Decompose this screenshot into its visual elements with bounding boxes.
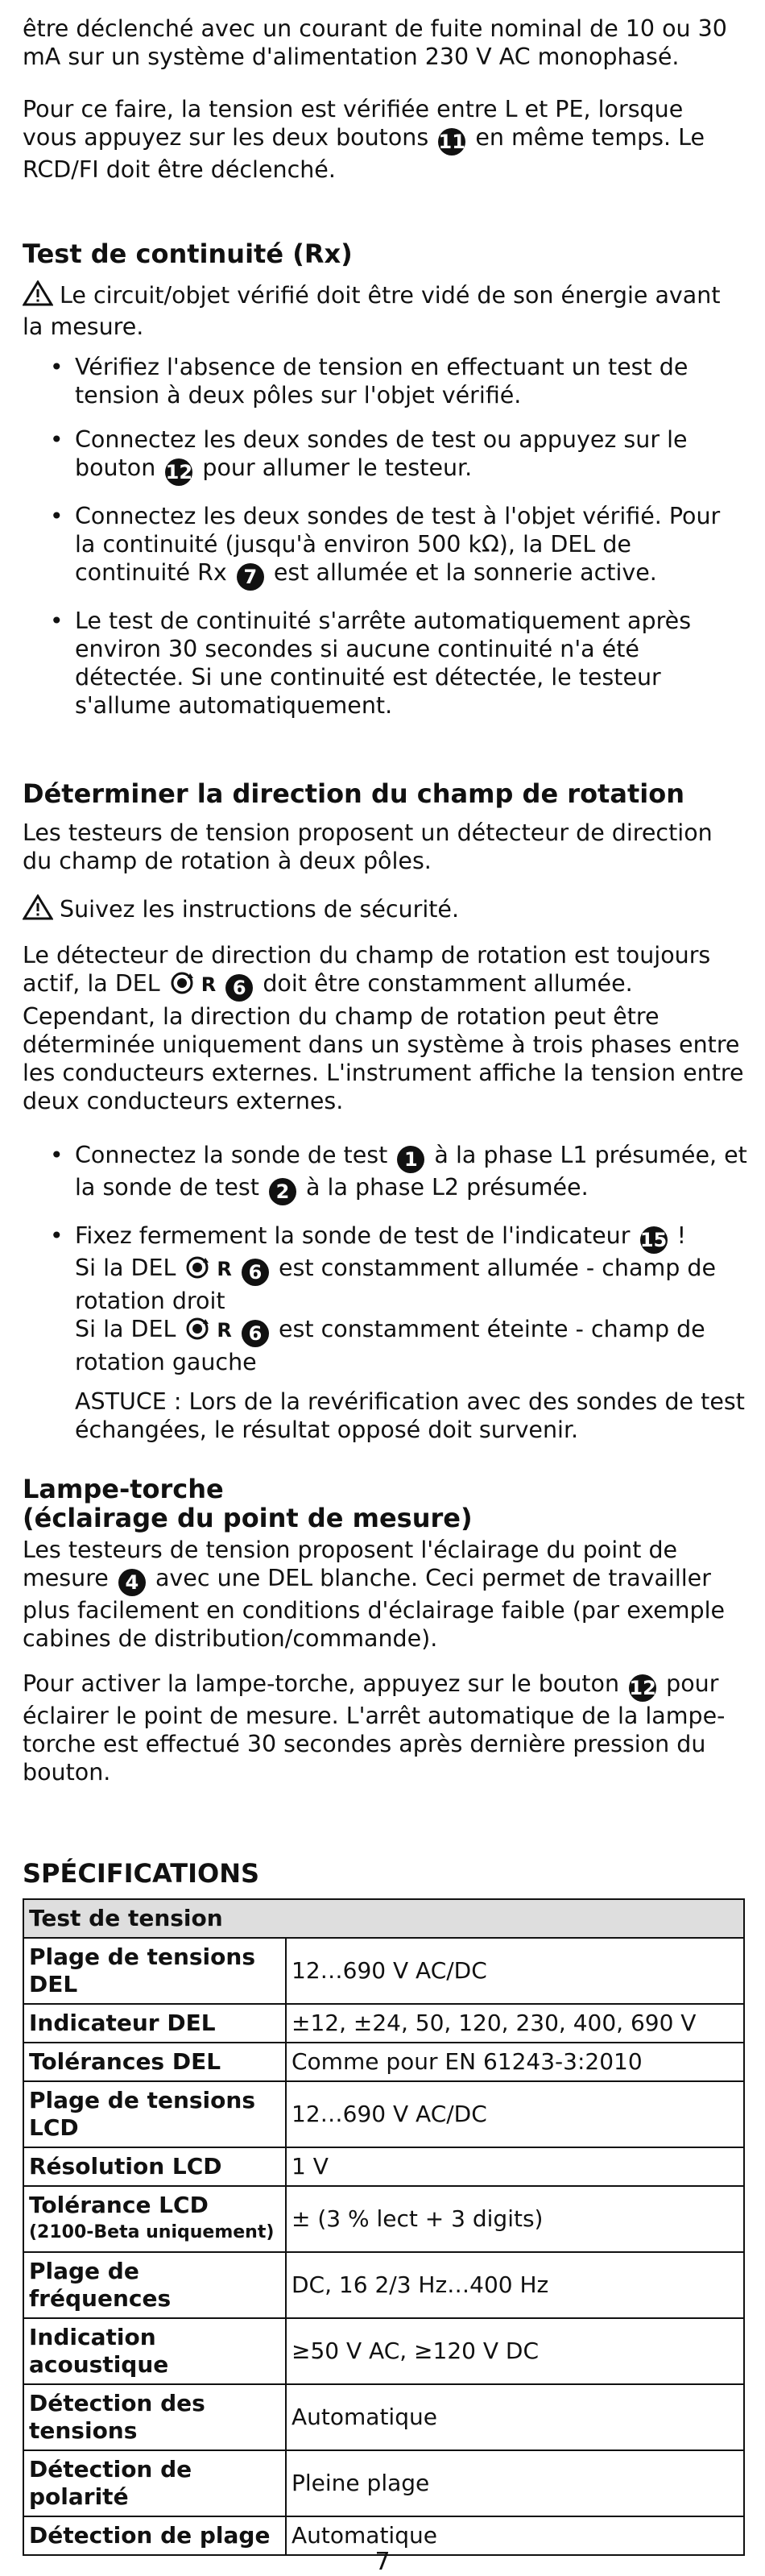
intro-p2-text-a: Pour ce faire, la tension est vérifiée entre L et PE, lorsque vous appuyez sur les deux boutons — [23, 96, 684, 151]
table-row — [23, 2043, 744, 2081]
table-header: Test de tension — [23, 1899, 744, 1938]
spec-value: 12…690 V AC/DC — [286, 2081, 744, 2147]
callout-number: 4 — [118, 1569, 146, 1596]
list-item: • Vérifiez l'absence de tension en effectuant un test de tension à deux pôles sur l'objet vérifié. — [23, 353, 747, 409]
list-item: • Connectez les deux sondes de test à l'objet vérifié. Pour la continuité (jusqu'à environ 500 kΩ), la DEL de continuité Rx 7 est allumée et la sonnerie active. — [23, 502, 747, 591]
callout-number: 11 — [438, 128, 465, 156]
table-row — [23, 2147, 744, 2186]
spec-label: Détection de plage — [23, 2516, 286, 2555]
callout-number: 2 — [269, 1178, 296, 1205]
spec-value: Pleine plage — [286, 2450, 744, 2516]
spec-label: Indication acoustique — [23, 2318, 286, 2384]
spec-value: ± (3 % lect + 3 digits) — [286, 2186, 744, 2252]
torch-paragraph-1: Les testeurs de tension proposent l'éclairage du point de mesure 4 avec une DEL blanche. Ceci permet de travailler plus facilement en conditions d'éclairage faible (par exemple cabines de distribution/commande). — [23, 1537, 726, 1652]
table-row — [23, 1938, 744, 2004]
callout-number: 6 — [242, 1259, 269, 1286]
rotation-description: Le détecteur de direction du champ de rotation est toujours actif, la DEL R 6 doit être constamment allumée. Cependant, la direction du champ de rotation peut être déterminée uniquement dans un système à trois phases entre les conducteurs externes. L'instrument affiche la tension entre deux conducteurs externes. — [23, 942, 744, 1114]
table-row — [23, 2081, 744, 2147]
spec-label: Résolution LCD — [23, 2147, 286, 2186]
spec-label: Tolérance LCD (2100-Beta uniquement) — [23, 2186, 286, 2252]
callout-number: 6 — [242, 1320, 269, 1347]
spec-value: Automatique — [286, 2516, 744, 2555]
spec-label: Plage de fréquences — [23, 2252, 286, 2318]
table-row — [23, 2004, 744, 2043]
intro-paragraph-2 — [23, 95, 739, 184]
warning-triangle-icon — [23, 280, 53, 313]
spec-label: Plage de tensions LCD — [23, 2081, 286, 2147]
table-row — [23, 2252, 744, 2318]
spec-note: (2100-Beta uniquement) — [29, 2222, 275, 2242]
specs-title: SPÉCIFICATIONS — [23, 1858, 260, 1889]
intro-p2-text-b: en même temps. Le RCD/FI doit être déclenché. — [23, 124, 705, 183]
rotation-intro: Les testeurs de tension proposent un détecteur de direction du champ de rotation à deux pôles. — [23, 819, 713, 874]
spec-value: DC, 16 2/3 Hz…400 Hz — [286, 2252, 744, 2318]
tip-text: ASTUCE : Lors de la revérification avec des sondes de test échangées, le résultat opposé doit survenir. — [75, 1388, 745, 1443]
rotation-title: Déterminer la direction du champ de rotation — [23, 778, 684, 809]
spec-label: Détection des tensions — [23, 2384, 286, 2450]
callout-number: 6 — [225, 974, 253, 1002]
torch-title: Lampe-torche (éclairage du point de mesure) — [23, 1474, 473, 1533]
page-number: 7 — [374, 2548, 391, 2576]
spec-label: Plage de tensions DEL — [23, 1938, 286, 2004]
table-row — [23, 2450, 744, 2516]
spec-label: Indicateur DEL — [23, 2004, 286, 2043]
continuity-title: Test de continuité (Rx) — [23, 239, 353, 269]
table-header-row — [23, 1899, 744, 1938]
callout-number: 1 — [397, 1146, 424, 1173]
spec-label: Détection de polarité — [23, 2450, 286, 2516]
intro-paragraph-1: être déclenché avec un courant de fuite nominal de 10 ou 30 mA sur un système d'alimentation 230 V AC monophasé. — [23, 15, 727, 70]
list-item: • Le test de continuité s'arrête automatiquement après environ 30 secondes si aucune continuité n'a été détectée. Si une continuité est détectée, le testeur s'allume automatiquement. — [23, 607, 747, 720]
table-row — [23, 2186, 744, 2252]
continuity-warning: Le circuit/objet vérifié doit être vidé de son énergie avant la mesure. — [23, 282, 721, 340]
list-item: • Connectez les deux sondes de test ou appuyez sur le bouton 12 pour allumer le testeur. — [23, 425, 747, 486]
callout-number: 12 — [165, 458, 192, 486]
list-item: • Fixez fermement la sonde de test de l'indicateur 15 ! Si la DEL R 6 est constamment allumée - champ de rotation droit Si la DEL R 6 est constamment éteinte - champ de rotation gauche ASTUCE : Lors de la revérification avec des sondes de test échangées, le résultat opposé doit survenir. — [23, 1222, 747, 1444]
specs-table — [23, 1898, 745, 2556]
rotation-warning: Suivez les instructions de sécurité. — [23, 894, 731, 927]
warning-triangle-icon — [23, 894, 53, 927]
spec-value: Automatique — [286, 2384, 744, 2450]
table-row — [23, 2318, 744, 2384]
spec-value: Comme pour EN 61243-3:2010 — [286, 2043, 744, 2081]
torch-paragraph-2: Pour activer la lampe-torche, appuyez sur le bouton 12 pour éclairer le point de mesure. L'arrêt automatique de la lampe-torche est effectué 30 secondes après dernière pression du bouton. — [23, 1670, 726, 1786]
continuity-steps — [23, 353, 747, 720]
spec-value: 12…690 V AC/DC — [286, 1938, 744, 2004]
callout-number: 12 — [629, 1674, 656, 1702]
rotation-steps — [23, 1141, 747, 1444]
table-row — [23, 2384, 744, 2450]
spec-value: 1 V — [286, 2147, 744, 2186]
spec-value: ≥50 V AC, ≥120 V DC — [286, 2318, 744, 2384]
callout-number: 7 — [237, 563, 264, 591]
callout-number: 15 — [640, 1226, 668, 1254]
spec-label: Tolérances DEL — [23, 2043, 286, 2081]
spec-value: ±12, ±24, 50, 120, 230, 400, 690 V — [286, 2004, 744, 2043]
list-item: • Connectez la sonde de test 1 à la phase L1 présumée, et la sonde de test 2 à la phase L2 présumée. — [23, 1141, 747, 1205]
